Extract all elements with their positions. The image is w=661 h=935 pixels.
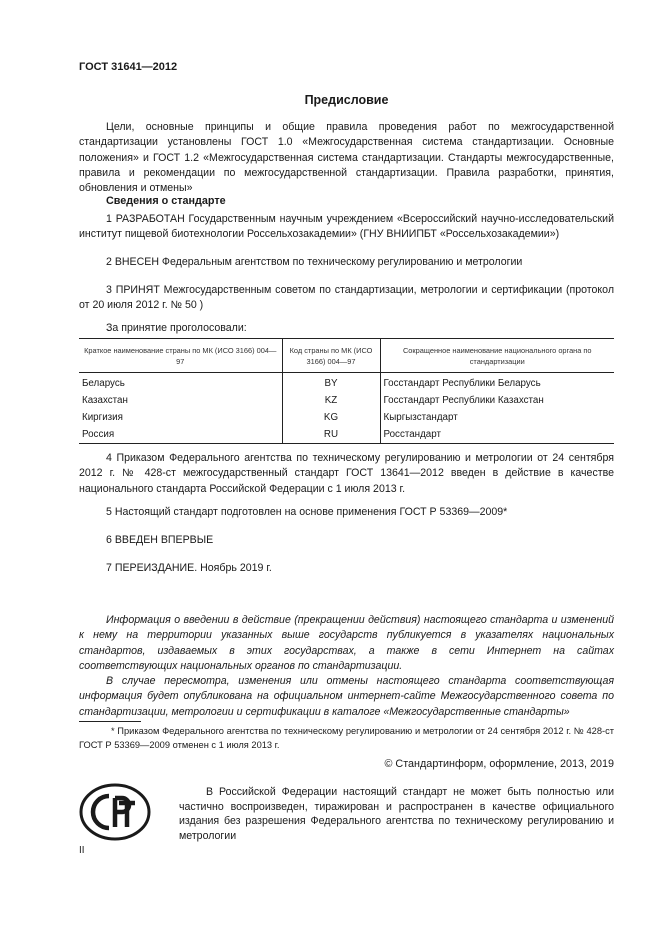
item-2-text: 2 ВНЕСЕН Федеральным агентством по техническому регулированию и метрологии <box>106 256 523 268</box>
votes-label: За принятие проголосовали: <box>106 322 247 334</box>
country-cell: Киргизия <box>82 412 123 423</box>
item-7-text: 7 ПЕРЕИЗДАНИЕ. Ноябрь 2019 г. <box>106 562 272 574</box>
item-4 <box>79 451 614 497</box>
table-row <box>79 373 614 393</box>
item-6-text: 6 ВВЕДЕН ВПЕРВЫЕ <box>106 534 214 546</box>
notice-paragraph-1: Информация о введении в действие (прекращении действия) настоящего стандарта и изменений к нему на территории указанных выше государств публикуется в указателях национальных стандартов, издаваемых в этих государствах, а также в сети Интернет на сайтах соответствующих национальных органов по стандартизации. <box>79 614 614 672</box>
intro-paragraph <box>79 120 614 196</box>
code-cell: KG <box>282 409 380 426</box>
authority-cell: Росстандарт <box>380 426 614 444</box>
code-cell: RU <box>282 426 380 444</box>
notice-paragraph-2: В случае пересмотра, изменения или отмены настоящего стандарта соответствующая информация будет опубликована на официальном интернет-сайте Межгосударственного совета по стандартизации, метрологии и сертификации в каталоге «Межгосударственные стандарты» <box>79 675 614 718</box>
footnote-divider <box>79 721 141 722</box>
item-5 <box>79 505 614 520</box>
item-5-text: 5 Настоящий стандарт подготовлен на основе применения ГОСТ Р 53369—2009* <box>106 506 508 518</box>
item-1-text: 1 РАЗРАБОТАН Государственным научным учреждением «Всероссийский научно-исследовательский институт пищевой биотехнологии Россельхозакадемии» (ГНУ ВНИИПБТ «Россельхозакадемии») <box>79 213 614 241</box>
authority-cell: Госстандарт Республики Беларусь <box>380 373 614 393</box>
column-header-code: Код страны по МК (ИСО 3166) 004—97 <box>282 339 380 373</box>
footnote-text: * Приказом Федерального агентства по техническому регулированию и метрологии от 24 сентября 2012 г. № 428-ст ГОСТ Р 53369—2009 отменен с 1 июля 2013 г. <box>79 726 614 750</box>
notice-block <box>79 613 614 720</box>
code-cell: BY <box>282 373 380 393</box>
column-header-authority: Сокращенное наименование национального органа по стандартизации <box>380 339 614 373</box>
table-row <box>79 426 614 444</box>
page-number: II <box>79 845 85 856</box>
country-cell: Беларусь <box>82 378 125 389</box>
document-code: ГОСТ 31641—2012 <box>79 61 178 73</box>
copyright: © Стандартинформ, оформление, 2013, 2019 <box>384 758 614 770</box>
table-row <box>79 409 614 426</box>
authority-cell: Госстандарт Республики Казахстан <box>380 392 614 409</box>
table-row <box>79 392 614 409</box>
votes-table <box>79 338 614 444</box>
country-cell: Россия <box>79 426 282 444</box>
item-1 <box>79 212 614 243</box>
votes-header-row <box>79 339 614 373</box>
reproduction-text: В Российской Федерации настоящий стандарт не может быть полностью или частично воспроизведен, тиражирован и распространен в качестве официального издания без разрешения Федерального агентства по техническому регулированию и метрологии <box>179 786 614 842</box>
country-cell: Казахстан <box>82 395 128 406</box>
footnote <box>79 724 614 752</box>
item-2 <box>79 255 614 270</box>
item-3 <box>79 283 614 314</box>
reproduction-notice <box>179 785 614 843</box>
page-title: Предисловие <box>304 93 389 107</box>
intro-text: Цели, основные принципы и общие правила проведения работ по межгосударственной стандартизации установлены ГОСТ 1.0 «Межгосударственная система стандартизации. Основные положения» и ГОСТ 1.2 «Межгосударственная система стандартизации. Стандарты межгосударственные, правила и рекомендации по межгосударственной стандартизации. Правила разработки, принятия, обновления и отмены» <box>79 121 614 195</box>
item-6 <box>79 533 614 548</box>
item-4-text: 4 Приказом Федерального агентства по техническому регулированию и метрологии от 24 сентября 2012 г. № 428-ст межгосударственный стандарт ГОСТ 13641—2012 введен в действие в качестве национального стандарта Российской Федерации с 1 июля 2013 г. <box>79 452 614 495</box>
item-3-text: 3 ПРИНЯТ Межгосударственным советом по стандартизации, метрологии и сертификации (протокол от 20 июля 2012 г. № 50 ) <box>79 284 614 312</box>
authority-cell: Кыргызстандарт <box>380 409 614 426</box>
column-header-country: Краткое наименование страны по МК (ИСО 3166) 004—97 <box>79 339 282 373</box>
rst-certification-mark-icon <box>79 783 151 846</box>
code-cell: KZ <box>282 392 380 409</box>
item-7 <box>79 561 614 576</box>
info-heading: Сведения о стандарте <box>106 195 226 207</box>
